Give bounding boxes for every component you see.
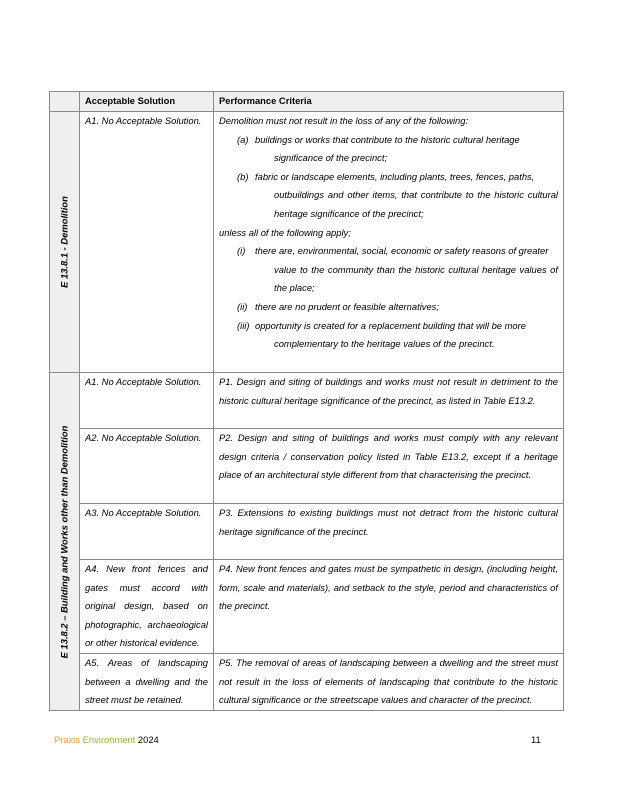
- criteria-item-marker: (iii): [237, 319, 250, 331]
- acceptable-solution-cell: [80, 429, 214, 504]
- performance-criteria-text: P1. Design and siting of buildings and works must not result in detriment to the historic cultural heritage significance of the precinct, as listed in Table E13.2.: [219, 376, 558, 406]
- criteria-item-continuation: complementary to the heritage values of the precinct.: [274, 338, 495, 350]
- criteria-unless-text: unless all of the following apply;: [219, 226, 351, 238]
- criteria-item-marker: (i): [237, 245, 246, 257]
- section-label-cell-building-works: [50, 373, 80, 711]
- acceptable-solution-cell: [80, 504, 214, 560]
- criteria-item-text: buildings or works that contribute to the historic cultural heritage: [255, 133, 520, 145]
- table-header-row: [50, 92, 564, 112]
- footer-brand: [54, 734, 159, 745]
- performance-criteria-cell: [214, 504, 564, 560]
- performance-criteria-text: P5. The removal of areas of landscaping between a dwelling and the street must not result in the loss of elements of landscaping that contribute to the historic cultural significance or the streetscape values and character of the precinct.: [219, 657, 558, 706]
- header-acceptable-solution: Acceptable Solution: [80, 92, 214, 112]
- criteria-item: [219, 298, 558, 317]
- performance-criteria-cell: [214, 560, 564, 654]
- acceptable-solution-text: A1. No Acceptable Solution.: [85, 376, 202, 387]
- footer-year: 2024: [137, 734, 159, 745]
- table-row: [50, 654, 564, 711]
- header-performance-criteria: Performance Criteria: [214, 92, 564, 112]
- table-row: [50, 560, 564, 654]
- performance-criteria-cell: [214, 654, 564, 711]
- criteria-lead-text: Demolition must not result in the loss of any of the following:: [219, 115, 469, 126]
- table-row: [50, 373, 564, 429]
- footer-brand-environment: Environment: [82, 734, 136, 745]
- section-label-demolition: E 13.8.1 - Demolition: [58, 196, 70, 288]
- criteria-item-text: fabric or landscape elements, including plants, trees, fences, paths,: [255, 170, 535, 182]
- acceptable-solution-cell: [80, 373, 214, 429]
- criteria-item: [219, 131, 558, 150]
- footer-brand-praxis: Praxis: [54, 734, 81, 745]
- acceptable-solution-cell: [80, 654, 214, 711]
- criteria-item-text: there are no prudent or feasible alternatives;: [255, 300, 439, 312]
- criteria-item-text: opportunity is created for a replacement building that will be more: [255, 319, 526, 331]
- acceptable-solution-cell: [80, 112, 214, 373]
- acceptable-solution-text: A5. Areas of landscaping between a dwelling and the street must be retained.: [85, 657, 208, 706]
- acceptable-solution-text: A3. No Acceptable Solution.: [85, 507, 202, 518]
- performance-criteria-text: P2. Design and siting of buildings and works must comply with any relevant design criteria / conservation policy listed in Table E13.2, except if a heritage place of an architectural style different from that characterising the precinct.: [219, 432, 558, 481]
- criteria-item-marker: (a): [237, 133, 249, 145]
- performance-criteria-cell: [214, 112, 564, 373]
- table-row: [50, 112, 564, 373]
- criteria-item-continuation: significance of the precinct;: [274, 152, 388, 164]
- criteria-item-marker: (ii): [237, 300, 248, 312]
- section-label-cell-demolition: [50, 112, 80, 373]
- criteria-item: [219, 168, 558, 187]
- section-label-building-works: E 13.8.2 – Building and Works other than Demolition: [58, 425, 70, 658]
- header-corner-cell: [50, 92, 80, 112]
- table-row: [50, 429, 564, 504]
- acceptable-solution-cell: [80, 560, 214, 654]
- criteria-item-continuation: outbuildings and other items, that contribute to the historic cultural heritage significance of the precinct;: [274, 189, 558, 219]
- acceptable-solution-text: A4. New front fences and gates must accord with original design, based on photographic, archaeological or other historical evidence.: [85, 563, 208, 649]
- performance-criteria-text: P3. Extensions to existing buildings must not detract from the historic cultural heritage significance of the precinct.: [219, 507, 558, 537]
- performance-criteria-cell: [214, 429, 564, 504]
- performance-criteria-text: P4. New front fences and gates must be sympathetic in design, (including height, form, scale and materials), and setback to the style, period and characteristics of the precinct.: [219, 563, 558, 612]
- criteria-item: [219, 317, 558, 336]
- standards-table: [49, 91, 564, 711]
- acceptable-solution-text: A2. No Acceptable Solution.: [85, 432, 202, 443]
- criteria-item-marker: (b): [237, 170, 249, 182]
- criteria-item: [219, 242, 558, 261]
- criteria-item-continuation: value to the community than the historic cultural heritage values of the place;: [274, 263, 558, 294]
- table-row: [50, 504, 564, 560]
- criteria-item-text: there are, environmental, social, economic or safety reasons of greater: [255, 245, 549, 257]
- page-number: 11: [531, 734, 541, 745]
- performance-criteria-cell: [214, 373, 564, 429]
- acceptable-solution-text: A1. No Acceptable Solution.: [85, 115, 202, 126]
